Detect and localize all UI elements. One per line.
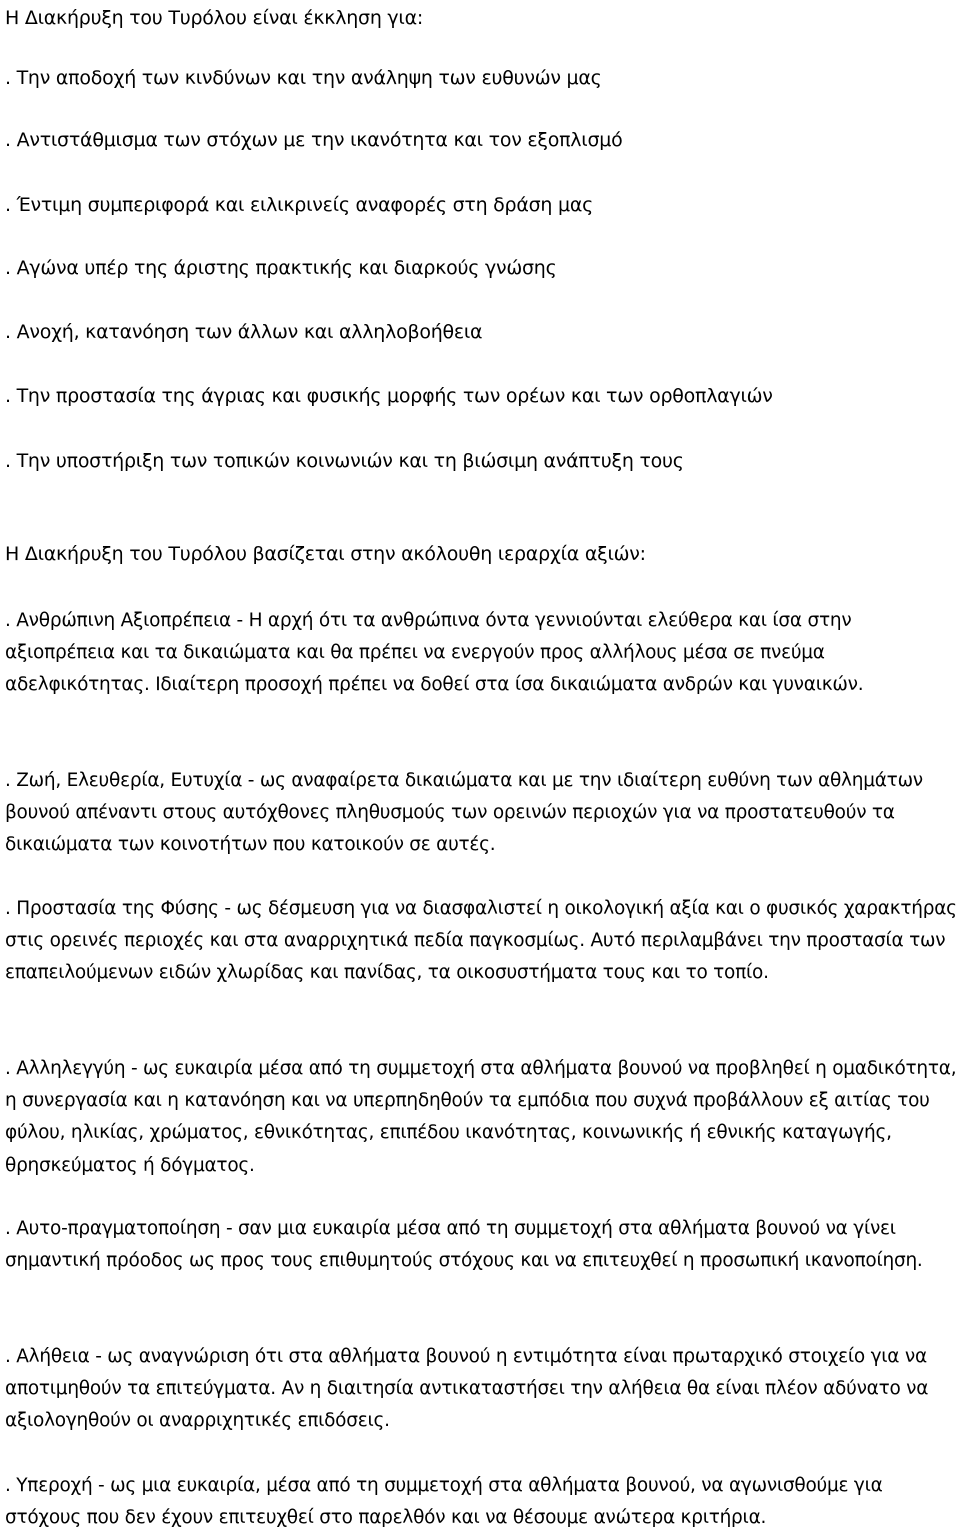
commitment-item: . Αντιστάθμισμα των στόχων με την ικανότητα και τον εξοπλισμό <box>5 129 623 151</box>
commitment-item: . Αγώνα υπέρ της άριστης πρακτικής και διαρκούς γνώσης <box>5 257 557 279</box>
value-paragraph: . Ζωή, Ελευθερία, Ευτυχία - ως αναφαίρετα δικαιώματα και με την ιδιαίτερη ευθύνη των αθλημάτων βουνού απέναντι στους αυτόχθονες πληθυσμούς των ορεινών περιοχών για να προστατευθούν τα δικαιώματα των κοινοτήτων που κατοικούν σε αυτές. <box>5 770 923 856</box>
value-paragraph: . Αλήθεια - ως αναγνώριση ότι στα αθλήματα βουνού η εντιμότητα είναι πρωταρχικό στοιχείο για να αποτιμηθούν τα επιτεύγματα. Αν η διαιτησία αντικαταστήσει την αλήθεια θα είναι πλέον αδύνατο να αξιολογηθούν οι αναρριχητικές επιδόσεις. <box>5 1346 929 1432</box>
value-paragraph: . Ανθρώπινη Αξιοπρέπεια - Η αρχή ότι τα ανθρώπινα όντα γεννιούνται ελεύθερα και ίσα στην αξιοπρέπεια και τα δικαιώματα και θα πρέπει να ενεργούν προς αλλήλους μέσα σε πνεύμα αδελφικότητας. Ιδιαίτερη προσοχή πρέπει να δοθεί στα ίσα δικαιώματα ανδρών και γυναικών. <box>5 610 864 696</box>
intro-heading: Η Διακήρυξη του Τυρόλου είναι έκκληση για: <box>5 7 424 29</box>
value-paragraph: . Υπεροχή - ως μια ευκαιρία, μέσα από τη συμμετοχή στα αθλήματα βουνού, να αγωνισθούμε για στόχους που δεν έχουν επιτευχθεί στο παρελθόν και να θέσουμε ανώτερα κριτήρια. <box>5 1475 883 1529</box>
value-paragraph: . Προστασία της Φύσης - ως δέσμευση για να διασφαλιστεί η οικολογική αξία και ο φυσικός χαρακτήρας στις ορεινές περιοχές και στα αναρριχητικά πεδία παγκοσμίως. Αυτό περιλαμβάνει την προστασία των επαπειλούμενων ειδών χλωρίδας και πανίδας, τα οικοσυστήματα τους και το τοπίο. <box>5 898 957 984</box>
value-paragraph: . Αλληλεγγύη - ως ευκαιρία μέσα από τη συμμετοχή στα αθλήματα βουνού να προβληθεί η ομαδικότητα, η συνεργασία και η κατανόηση και να υπερπηδηθούν τα εμπόδια που συχνά προβάλλουν εξ αιτίας του φύλου, ηλικίας, χρώματος, εθνικότητας, επιπέδου ικανότητας, κοινωνικής ή εθνικής καταγωγής, θρησκεύματος ή δόγματος. <box>5 1058 957 1176</box>
commitment-item: . Έντιμη συμπεριφορά και ειλικρινείς αναφορές στη δράση μας <box>5 194 594 216</box>
commitment-item: . Την αποδοχή των κινδύνων και την ανάληψη των ευθυνών μας <box>5 67 602 89</box>
commitment-item: . Ανοχή, κατανόηση των άλλων και αλληλοβοήθεια <box>5 321 483 343</box>
commitment-item: . Την υποστήριξη των τοπικών κοινωνιών και τη βιώσιμη ανάπτυξη τους <box>5 450 684 472</box>
values-heading: Η Διακήρυξη του Τυρόλου βασίζεται στην ακόλουθη ιεραρχία αξιών: <box>5 543 646 565</box>
value-paragraph: . Αυτο-πραγματοποίηση - σαν μια ευκαιρία μέσα από τη συμμετοχή στα αθλήματα βουνού να γίνει σημαντική πρόοδος ως προς τους επιθυμητούς στόχους και να επιτευχθεί η προσωπική ικανοποίηση. <box>5 1218 923 1272</box>
commitment-item: . Την προστασία της άγριας και φυσικής μορφής των ορέων και των ορθοπλαγιών <box>5 385 773 407</box>
